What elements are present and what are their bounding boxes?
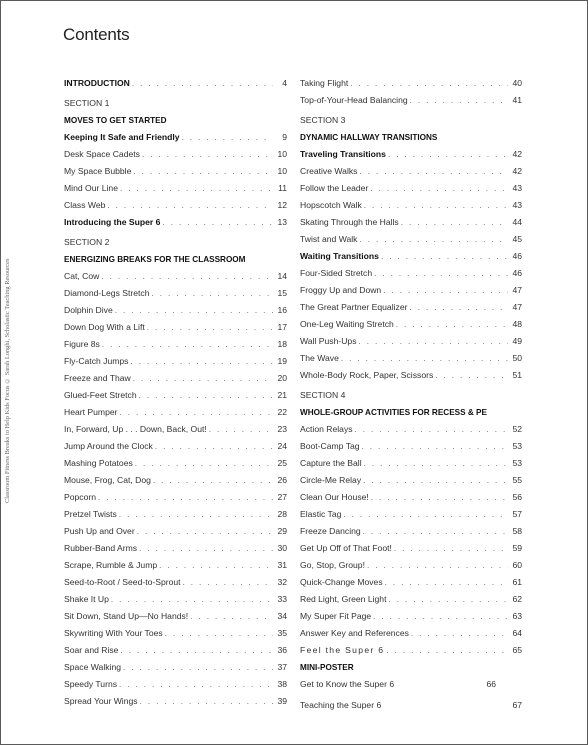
- toc-entry-page: 25: [277, 458, 287, 468]
- toc-entry[interactable]: [64, 489, 287, 506]
- dot-leader: [386, 642, 508, 659]
- toc-entry-page: 37: [277, 662, 287, 672]
- toc-entry-page: 58: [512, 526, 522, 536]
- toc-entry-label: Follow the Leader: [300, 183, 369, 193]
- toc-entry[interactable]: [300, 438, 522, 455]
- toc-entry-page: 41: [512, 95, 522, 105]
- dot-leader: [363, 523, 508, 540]
- toc-entry[interactable]: [64, 180, 287, 197]
- toc-entry-label: Mashing Potatoes: [64, 458, 133, 468]
- dot-leader: [355, 421, 508, 438]
- toc-entry-label: Heart Pumper: [64, 407, 118, 417]
- dot-leader: [350, 75, 508, 92]
- dot-leader: [388, 146, 508, 163]
- toc-entry[interactable]: [64, 506, 287, 523]
- toc-entry-label: Glued-Feet Stretch: [64, 390, 137, 400]
- toc-entry[interactable]: [300, 540, 522, 557]
- dot-leader: [183, 574, 273, 591]
- toc-entry[interactable]: [300, 367, 522, 384]
- toc-entry[interactable]: [300, 231, 522, 248]
- dot-leader: [362, 438, 508, 455]
- toc-entry-page: 42: [512, 149, 522, 159]
- toc-entry[interactable]: [64, 163, 287, 180]
- dot-leader: [190, 608, 273, 625]
- toc-entry[interactable]: [300, 557, 522, 574]
- side-credit: Classroom Fitness Breaks to Help Kids Focus © Sarah Longhi, Scholastic Teaching Resources: [4, 258, 11, 504]
- toc-entry-page: 44: [512, 217, 522, 227]
- toc-entry-page: 40: [512, 78, 522, 88]
- toc-entry-page: 64: [512, 628, 522, 638]
- toc-entry-page: 10: [277, 166, 287, 176]
- dot-leader: [410, 92, 508, 109]
- toc-entry-label: Whole-Body Rock, Paper, Scissors: [300, 370, 434, 380]
- toc-entry-page: 48: [512, 319, 522, 329]
- toc-entry[interactable]: [64, 455, 287, 472]
- toc-entry[interactable]: [64, 523, 287, 540]
- toc-entry-page: 32: [277, 577, 287, 587]
- toc-entry-page: 47: [512, 302, 522, 312]
- toc-entry[interactable]: [64, 472, 287, 489]
- dot-leader: [371, 489, 508, 506]
- toc-entry-page: 52: [512, 424, 522, 434]
- section-label-text: SECTION 3: [300, 115, 346, 125]
- toc-entry-label: In, Forward, Up . . . Down, Back, Out!: [64, 424, 207, 434]
- dot-leader: [396, 316, 508, 333]
- dot-leader: [374, 265, 508, 282]
- toc-entry[interactable]: [300, 75, 522, 92]
- toc-entry[interactable]: [300, 180, 522, 197]
- toc-entry-label: Spread Your Wings: [64, 696, 138, 706]
- toc-entry-label: Elastic Tag: [300, 509, 342, 519]
- dot-leader: [359, 163, 508, 180]
- dot-leader: [102, 336, 273, 353]
- toc-entry-label: Rubber-Band Arms: [64, 543, 138, 553]
- toc-entry-page: 53: [512, 441, 522, 451]
- dot-leader: [411, 625, 508, 642]
- toc-entry-label: Clean Our House!: [300, 492, 369, 502]
- toc-entry-page: 11: [278, 183, 287, 193]
- toc-entry-page: 56: [512, 492, 522, 502]
- toc-entry-label: Circle-Me Relay: [300, 475, 362, 485]
- dot-leader: [133, 163, 273, 180]
- dot-leader: [139, 540, 273, 557]
- section-heading: [64, 112, 287, 129]
- dot-leader: [364, 197, 508, 214]
- toc-column-left: [64, 75, 287, 710]
- dot-leader: [401, 214, 508, 231]
- toc-entry-page: 65: [512, 645, 522, 655]
- dot-leader: [165, 625, 273, 642]
- dot-leader: [120, 180, 273, 197]
- toc-entry-page: 34: [277, 611, 287, 621]
- toc-entry[interactable]: [64, 574, 287, 591]
- toc-entry[interactable]: [300, 421, 522, 438]
- section-label: [64, 95, 287, 112]
- toc-entry[interactable]: [300, 163, 522, 180]
- dot-leader: [123, 659, 273, 676]
- dot-leader: [133, 370, 273, 387]
- toc-entry-page: 24: [277, 441, 287, 451]
- toc-entry[interactable]: [300, 574, 522, 591]
- section-heading-text: WHOLE-GROUP ACTIVITIES FOR RECESS & PE: [300, 408, 487, 417]
- toc-entry-label: Sit Down, Stand Up—No Hands!: [64, 611, 189, 621]
- dot-leader: [385, 574, 508, 591]
- toc-entry-label: Top-of-Your-Head Balancing: [300, 95, 408, 105]
- toc-entry-label: Get Up Off of That Foot!: [300, 543, 392, 553]
- toc-entry-label: Soar and Rise: [64, 645, 119, 655]
- toc-entry-label: Class Web: [64, 200, 106, 210]
- toc-entry-label: Seed-to-Root / Seed-to-Sprout: [64, 577, 181, 587]
- toc-entry[interactable]: [300, 523, 522, 540]
- toc-entry-page: 12: [277, 200, 287, 210]
- toc-entry-page: 45: [512, 234, 522, 244]
- toc-entry-label: Freeze Dancing: [300, 526, 361, 536]
- dot-leader: [343, 506, 508, 523]
- dot-leader: [155, 438, 273, 455]
- section-label-text: SECTION 4: [300, 390, 346, 400]
- section-heading: [300, 129, 522, 146]
- section-heading-text: DYNAMIC HALLWAY TRANSITIONS: [300, 133, 438, 142]
- toc-entry[interactable]: [300, 506, 522, 523]
- section-label: [64, 234, 287, 251]
- toc-entry-label: Boot-Camp Tag: [300, 441, 360, 451]
- toc-entry-page: 26: [277, 475, 287, 485]
- toc-entry[interactable]: [300, 316, 522, 333]
- toc-entry[interactable]: [64, 370, 287, 387]
- toc-entry[interactable]: [300, 282, 522, 299]
- toc-entry-label: Traveling Transitions: [300, 149, 386, 159]
- toc-entry-label: Diamond-Legs Stretch: [64, 288, 150, 298]
- dot-leader: [373, 608, 508, 625]
- dot-leader: [152, 285, 273, 302]
- toc-entry[interactable]: [300, 92, 522, 109]
- toc-entry-label: Hopscotch Walk: [300, 200, 362, 210]
- toc-entry[interactable]: [300, 214, 522, 231]
- dot-leader: [115, 302, 273, 319]
- toc-entry[interactable]: [64, 625, 287, 642]
- toc-entry-page: 28: [277, 509, 287, 519]
- dot-leader: [341, 350, 508, 367]
- toc-entry-label: Capture the Ball: [300, 458, 362, 468]
- toc-entry[interactable]: [300, 265, 522, 282]
- toc-entry-page: 33: [277, 594, 287, 604]
- toc-entry-page: 16: [277, 305, 287, 315]
- toc-entry-page: 57: [512, 509, 522, 519]
- toc-entry[interactable]: [64, 214, 287, 231]
- dot-leader: [111, 591, 273, 608]
- dot-leader: [159, 557, 273, 574]
- dot-leader: [394, 540, 508, 557]
- toc-entry-page: 43: [512, 200, 522, 210]
- toc-entry-label: Skywriting With Your Toes: [64, 628, 163, 638]
- toc-entry-label: Taking Flight: [300, 78, 349, 88]
- dot-leader: [363, 472, 508, 489]
- toc-entry[interactable]: [300, 472, 522, 489]
- dot-leader: [359, 231, 508, 248]
- toc-entry[interactable]: [300, 197, 522, 214]
- dot-leader: [409, 299, 508, 316]
- toc-entry-page: 67: [512, 700, 522, 710]
- section-label-text: SECTION 1: [64, 98, 110, 108]
- toc-entry-label: One-Leg Waiting Stretch: [300, 319, 394, 329]
- toc-entry-label: Get to Know the Super 6: [300, 679, 395, 689]
- toc-entry-label: The Wave: [300, 353, 339, 363]
- toc-entry[interactable]: [64, 659, 287, 676]
- toc-entry-label: Cat, Cow: [64, 271, 100, 281]
- toc-entry-page: 63: [512, 611, 522, 621]
- toc-entry-label: My Super Fit Page: [300, 611, 372, 621]
- toc-entry-label: Go, Stop, Group!: [300, 560, 365, 570]
- dot-leader: [107, 197, 273, 214]
- toc-entry[interactable]: [64, 197, 287, 214]
- dot-leader: [119, 676, 273, 693]
- dot-leader: [135, 455, 273, 472]
- toc-column-right: [300, 75, 522, 714]
- toc-entry-label: Dolphin Dive: [64, 305, 113, 315]
- toc-entry[interactable]: [300, 625, 522, 642]
- toc-entry-page: 13: [277, 217, 287, 227]
- toc-entry-label: Introducing the Super 6: [64, 217, 161, 227]
- dot-leader: [139, 387, 273, 404]
- toc-entry-label: Teaching the Super 6: [300, 700, 382, 710]
- toc-entry-label: Fly-Catch Jumps: [64, 356, 129, 366]
- toc-entry[interactable]: [300, 455, 522, 472]
- toc-entry-label: Mouse, Frog, Cat, Dog: [64, 475, 151, 485]
- section-label: [300, 387, 522, 404]
- toc-entry-page: 49: [512, 336, 522, 346]
- toc-entry-label: Four-Sided Stretch: [300, 268, 373, 278]
- toc-entry[interactable]: [300, 333, 522, 350]
- toc-entry[interactable]: [64, 387, 287, 404]
- toc-entry-label: Skating Through the Halls: [300, 217, 399, 227]
- toc-entry-label: Freeze and Thaw: [64, 373, 131, 383]
- dot-leader: [101, 268, 273, 285]
- section-heading: [300, 659, 522, 676]
- dot-leader: [182, 129, 273, 146]
- toc-entry[interactable]: [64, 353, 287, 370]
- toc-entry-label: Shake It Up: [64, 594, 109, 604]
- toc-entry-page: 21: [277, 390, 287, 400]
- toc-entry-page: 55: [512, 475, 522, 485]
- dot-leader: [119, 506, 273, 523]
- toc-entry-label: Scrape, Rumble & Jump: [64, 560, 158, 570]
- dot-leader: [359, 333, 508, 350]
- toc-entry-page: 20: [277, 373, 287, 383]
- toc-entry[interactable]: [300, 248, 522, 265]
- toc-entry-label: Speedy Turns: [64, 679, 118, 689]
- toc-entry-label: Twist and Walk: [300, 234, 358, 244]
- toc-entry-page: 50: [512, 353, 522, 363]
- dot-leader: [140, 693, 273, 710]
- dot-leader: [120, 642, 273, 659]
- section-heading-text: MINI-POSTER: [300, 663, 354, 672]
- toc-entry[interactable]: [64, 693, 287, 710]
- toc-entry[interactable]: [64, 421, 287, 438]
- toc-entry-page: 10: [277, 149, 287, 159]
- toc-entry[interactable]: [64, 129, 287, 146]
- toc-entry-page: 23: [277, 424, 287, 434]
- toc-entry-page: 14: [277, 271, 287, 281]
- toc-entry-page: 30: [277, 543, 287, 553]
- toc-entry-label: Red Light, Green Light: [300, 594, 387, 604]
- toc-entry-page: 61: [512, 577, 522, 587]
- toc-entry-label: The Great Partner Equalizer: [300, 302, 408, 312]
- toc-entry-label: Push Up and Over: [64, 526, 135, 536]
- toc-entry-label: Space Walking: [64, 662, 122, 672]
- toc-entry-page: 42: [512, 166, 522, 176]
- section-label: [300, 112, 522, 129]
- toc-entry-page: 18: [277, 339, 287, 349]
- dot-leader: [153, 472, 273, 489]
- toc-entry[interactable]: [64, 591, 287, 608]
- dot-leader: [98, 489, 273, 506]
- toc-entry-page: 46: [512, 268, 522, 278]
- section-heading: [64, 251, 287, 268]
- dot-leader: [162, 214, 273, 231]
- toc-entry[interactable]: [64, 404, 287, 421]
- dot-leader: [209, 421, 273, 438]
- toc-entry-label: Waiting Transitions: [300, 251, 379, 261]
- toc-entry-page: 27: [277, 492, 287, 502]
- toc-entry[interactable]: [64, 319, 287, 336]
- toc-entry[interactable]: [64, 268, 287, 285]
- toc-entry[interactable]: [64, 642, 287, 659]
- toc-entry[interactable]: [300, 591, 522, 608]
- toc-entry-page: 19: [277, 356, 287, 366]
- toc-entry-page: 36: [277, 645, 287, 655]
- toc-entry-page: 43: [512, 183, 522, 193]
- toc-entry[interactable]: [300, 642, 522, 659]
- toc-entry[interactable]: [64, 608, 287, 625]
- toc-entry-label: Popcorn: [64, 492, 97, 502]
- toc-entry[interactable]: [300, 697, 522, 714]
- dot-leader: [381, 248, 508, 265]
- toc-entry[interactable]: [300, 676, 496, 693]
- toc-entry-label: Creative Walks: [300, 166, 358, 176]
- toc-entry-label: Action Relays: [300, 424, 353, 434]
- dot-leader: [120, 404, 274, 421]
- section-heading-text: ENERGIZING BREAKS FOR THE CLASSROOM: [64, 255, 246, 264]
- toc-entry[interactable]: [300, 489, 522, 506]
- dot-leader: [142, 146, 273, 163]
- section-heading-text: MOVES TO GET STARTED: [64, 116, 167, 125]
- toc-entry-introduction[interactable]: [64, 75, 287, 92]
- section-heading: [300, 404, 522, 421]
- toc-entry-page: 35: [277, 628, 287, 638]
- toc-entry-label: Wall Push-Ups: [300, 336, 357, 346]
- toc-entry-page: 60: [512, 560, 522, 570]
- toc-entry-label: Keeping It Safe and Friendly: [64, 132, 180, 142]
- toc-entry[interactable]: [300, 608, 522, 625]
- toc-entry-page: 59: [512, 543, 522, 553]
- toc-entry-page: 38: [277, 679, 287, 689]
- dot-leader: [147, 319, 273, 336]
- dot-leader: [137, 523, 273, 540]
- toc-entry-page: 47: [512, 285, 522, 295]
- toc-entry[interactable]: [64, 557, 287, 574]
- dot-leader: [364, 455, 508, 472]
- dot-leader: [367, 557, 508, 574]
- toc-entry-label: Quick-Change Moves: [300, 577, 383, 587]
- toc-entry-page: 53: [512, 458, 522, 468]
- toc-entry[interactable]: [64, 302, 287, 319]
- toc-entry-label: Froggy Up and Down: [300, 285, 382, 295]
- section-label-text: SECTION 2: [64, 237, 110, 247]
- toc-entry-page: 9: [282, 132, 287, 142]
- dot-leader: [383, 282, 508, 299]
- toc-entry[interactable]: [64, 336, 287, 353]
- toc-entry[interactable]: [300, 146, 522, 163]
- toc-entry-page: 31: [277, 560, 287, 570]
- toc-entry-page: 62: [512, 594, 522, 604]
- toc-entry-page: 66: [486, 679, 496, 689]
- toc-entry-label: Jump Around the Clock: [64, 441, 153, 451]
- toc-entry-label: My Space Bubble: [64, 166, 132, 176]
- toc-entry-page: 4: [282, 78, 287, 88]
- toc-entry[interactable]: [64, 146, 287, 163]
- toc-entry-page: 29: [277, 526, 287, 536]
- toc-entry-label: INTRODUCTION: [64, 78, 130, 88]
- dot-leader: [370, 180, 508, 197]
- toc-entry[interactable]: [64, 438, 287, 455]
- toc-entry-label: Down Dog With a Lift: [64, 322, 145, 332]
- toc-entry-label: Pretzel Twists: [64, 509, 117, 519]
- toc-entry-label: Feel the Super 6: [300, 645, 385, 655]
- toc-entry-page: 22: [277, 407, 287, 417]
- toc-entry-page: 17: [277, 322, 287, 332]
- toc-entry[interactable]: [300, 299, 522, 316]
- toc-entry-page: 51: [512, 370, 522, 380]
- toc-entry[interactable]: [300, 350, 522, 367]
- dot-leader: [132, 75, 273, 92]
- toc-entry-label: Desk Space Cadets: [64, 149, 140, 159]
- toc-entry-label: Mind Our Line: [64, 183, 118, 193]
- dot-leader: [435, 367, 508, 384]
- toc-entry-page: 15: [277, 288, 287, 298]
- toc-entry-label: Figure 8s: [64, 339, 100, 349]
- toc-entry[interactable]: [64, 285, 287, 302]
- toc-entry-label: Answer Key and References: [300, 628, 409, 638]
- toc-entry[interactable]: [64, 676, 287, 693]
- toc-entry-page: 39: [277, 696, 287, 706]
- page-title: Contents: [63, 25, 130, 44]
- toc-entry[interactable]: [64, 540, 287, 557]
- toc-entry-page: 46: [512, 251, 522, 261]
- dot-leader: [130, 353, 273, 370]
- dot-leader: [388, 591, 508, 608]
